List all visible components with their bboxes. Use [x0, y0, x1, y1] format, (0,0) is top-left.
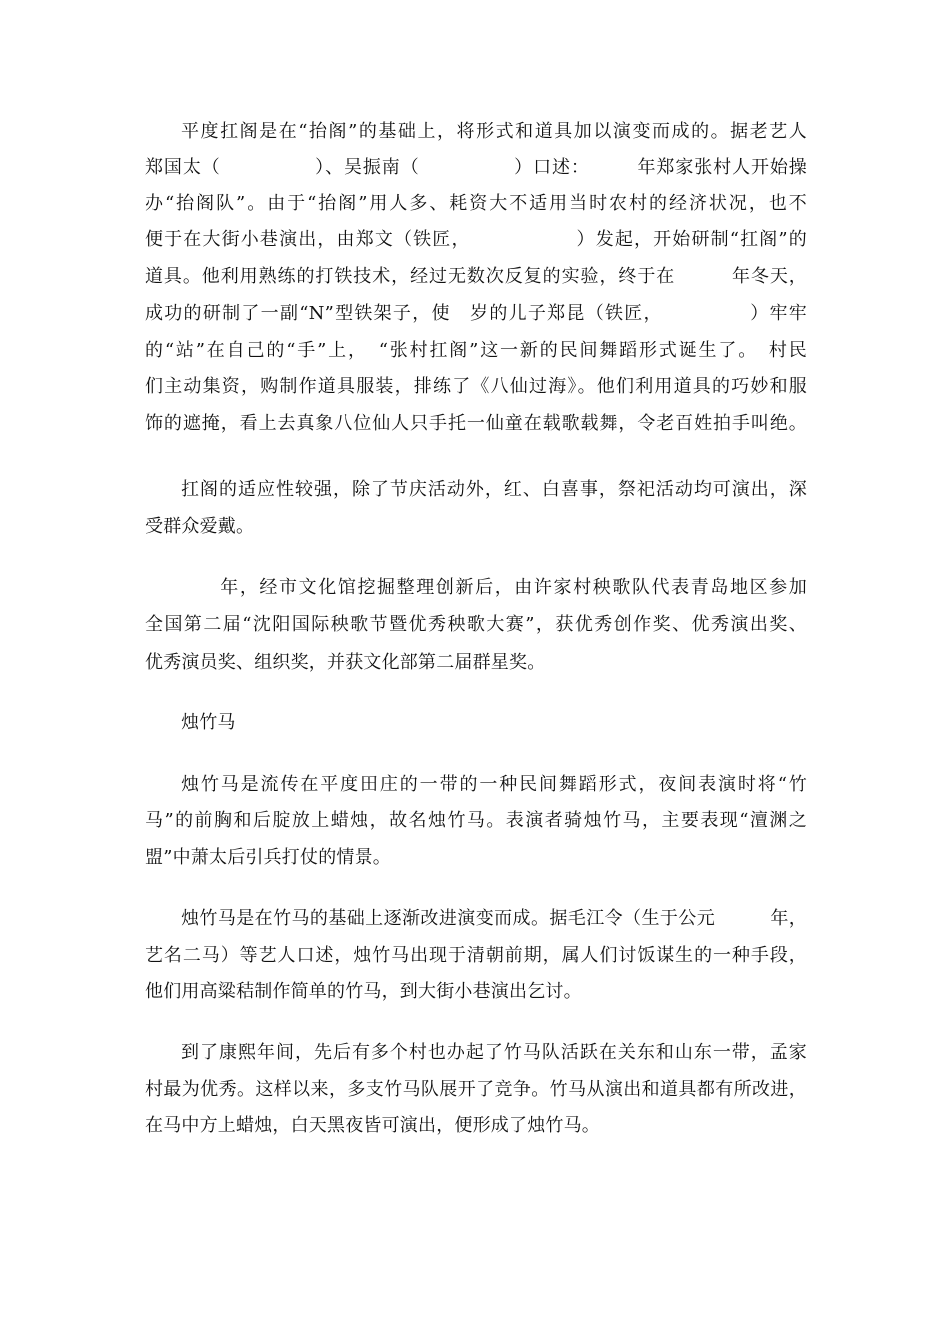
- text-line: 平度扛阁是在“抬阁”的基础上，将形式和道具加以演变而成的。据老艺人: [181, 121, 807, 142]
- text-line: 的“站”在自己的“手”上， “张村扛阁”这一新的民间舞蹈形式诞生了。 村民: [145, 340, 807, 361]
- text-line: 受群众爱戴。: [145, 516, 255, 537]
- text-line: 们主动集资，购制作道具服装，排练了《八仙过海》。他们利用道具的巧妙和服: [145, 376, 807, 397]
- text-line: 郑国太（ ）、吴振南（ ）口述： 年郑家张村人开始操: [145, 157, 807, 178]
- text-line: 道具。他利用熟练的打铁技术，经过无数次反复的实验，终于在 年冬天，: [145, 266, 807, 287]
- text-line: 扛阁的适应性较强，除了节庆活动外，红、白喜事，祭祀活动均可演出，深: [181, 479, 807, 500]
- text-line: 村最为优秀。这样以来，多支竹马队展开了竞争。竹马从演出和道具都有所改进，: [145, 1079, 807, 1100]
- text-line: 他们用高粱秸制作简单的竹马，到大街小巷演出乞讨。: [145, 981, 582, 1002]
- text-line: 成功的研制了一副“N”型铁架子，使 岁的儿子郑昆（铁匠， ）牢牢: [145, 303, 807, 324]
- text-line: 在马中方上蜡烛，白天黑夜皆可演出，便形成了烛竹马。: [145, 1115, 600, 1136]
- text-line: 艺名二马）等艺人口述，烛竹马出现于清朝前期，属人们讨饭谋生的一种手段，: [145, 945, 807, 966]
- text-line: 烛竹马是流传在平度田庄的一带的一种民间舞蹈形式，夜间表演时将“竹: [181, 774, 807, 795]
- text-line: 年，经市文化馆挖掘整理创新后，由许家村秧歌队代表青岛地区参加: [181, 577, 807, 598]
- text-line: 全国第二届“沈阳国际秧歌节暨优秀秧歌大赛”，获优秀创作奖、优秀演出奖、: [145, 614, 807, 635]
- text-line: 盟”中萧太后引兵打仗的情景。: [145, 847, 392, 868]
- text-line: 马”的前胸和后腚放上蜡烛，故名烛竹马。表演者骑烛竹马，主要表现“澶渊之: [145, 810, 807, 831]
- text-line: 便于在大街小巷演出，由郑文（铁匠， ）发起，开始研制“扛阁”的: [145, 229, 807, 250]
- text-line: 烛竹马是在竹马的基础上逐渐改进演变而成。据毛江令（生于公元 年，: [181, 908, 807, 929]
- text-line: 饰的遮掩，看上去真象八位仙人只手托一仙童在载歌载舞，令老百姓拍手叫绝。: [145, 413, 807, 434]
- text-line: 办“抬阁队”。由于“抬阁”用人多、耗资大不适用当时农村的经济状况，也不: [145, 193, 807, 214]
- text-line: 优秀演员奖、组织奖，并获文化部第二届群星奖。: [145, 652, 546, 673]
- text-line: 到了康熙年间，先后有多个村也办起了竹马队活跃在关东和山东一带，孟家: [181, 1042, 807, 1063]
- text-line: 烛竹马: [181, 712, 236, 733]
